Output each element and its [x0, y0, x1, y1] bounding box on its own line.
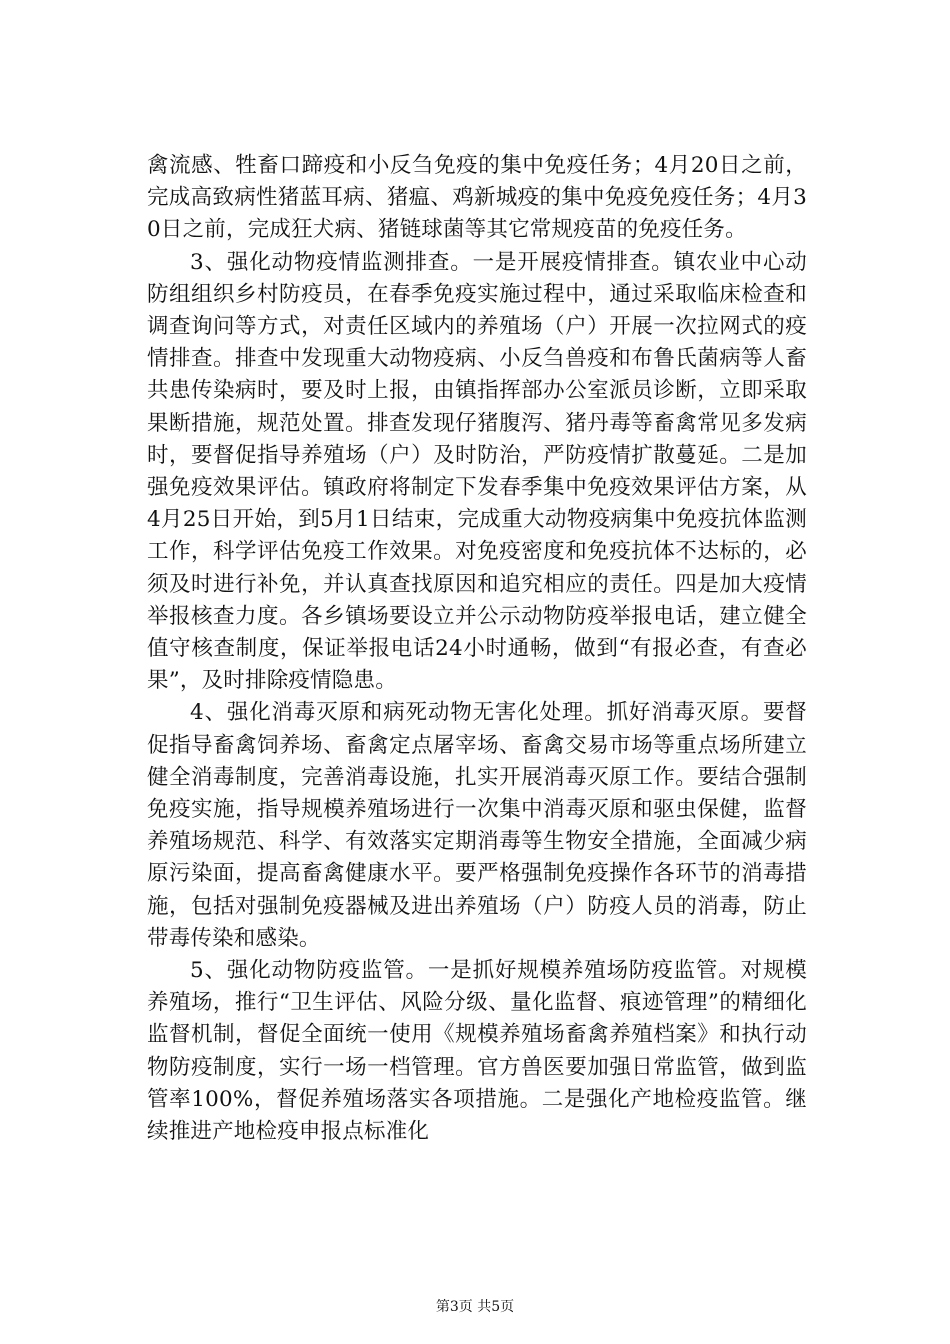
document-body	[147, 150, 807, 1148]
paragraph-section-4: 4、强化消毒灭原和病死动物无害化处理。抓好消毒灭原。要督促指导畜禽饲养场、畜禽定点屠宰场、畜禽交易市场等重点场所建立健全消毒制度，完善消毒设施，扎实开展消毒灭原工作。要结合强制免疫实施，指导规模养殖场进行一次集中消毒灭原和驱虫保健，监督养殖场规范、科学、有效落实定期消毒等生物安全措施，全面减少病原污染面，提高畜禽健康水平。要严格强制免疫操作各环节的消毒措施，包括对强制免疫器械及进出养殖场（户）防疫人员的消毒，防止带毒传染和感染。	[147, 700, 807, 951]
paragraph-continuation: 禽流感、牲畜口蹄疫和小反刍免疫的集中免疫任务；4月20日之前，完成高致病性猪蓝耳病、猪瘟、鸡新城疫的集中免疫免疫任务；4月30日之前，完成狂犬病、猪链球菌等其它常规疫苗的免疫任务。	[147, 153, 807, 243]
paragraph-section-5: 5、强化动物防疫监管。一是抓好规模养殖场防疫监管。对规模养殖场，推行“卫生评估、风险分级、量化监督、痕迹管理”的精细化监督机制，督促全面统一使用《规模养殖场畜禽养殖档案》和执行动物防疫制度，实行一场一档管理。官方兽医要加强日常监管，做到监管率100%，督促养殖场落实各项措施。二是强化产地检疫监管。继续推进产地检疫申报点标准化	[147, 958, 807, 1145]
paragraph-section-3: 3、强化动物疫情监测排查。一是开展疫情排查。镇农业中心动防组组织乡村防疫员，在春季免疫实施过程中，通过采取临床检查和调查询问等方式，对责任区域内的养殖场（户）开展一次拉网式的疫情排查。排查中发现重大动物疫病、小反刍兽疫和布鲁氏菌病等人畜共患传染病时，要及时上报，由镇指挥部办公室派员诊断，立即采取果断措施，规范处置。排查发现仔猪腹泻、猪丹毒等畜禽常见多发病时，要督促指导养殖场（户）及时防治，严防疫情扩散蔓延。二是加强免疫效果评估。镇政府将制定下发春季集中免疫效果评估方案，从4月25日开始，到5月1日结束，完成重大动物疫病集中免疫抗体监测工作，科学评估免疫工作效果。对免疫密度和免疫抗体不达标的，必须及时进行补免，并认真查找原因和追究相应的责任。四是加大疫情举报核查力度。各乡镇场要设立并公示动物防疫举报电话，建立健全值守核查制度，保证举报电话24小时通畅，做到“有报必查，有查必果”，及时排除疫情隐患。	[147, 249, 807, 694]
page-number-footer: 第3页 共5页	[435, 1299, 515, 1315]
